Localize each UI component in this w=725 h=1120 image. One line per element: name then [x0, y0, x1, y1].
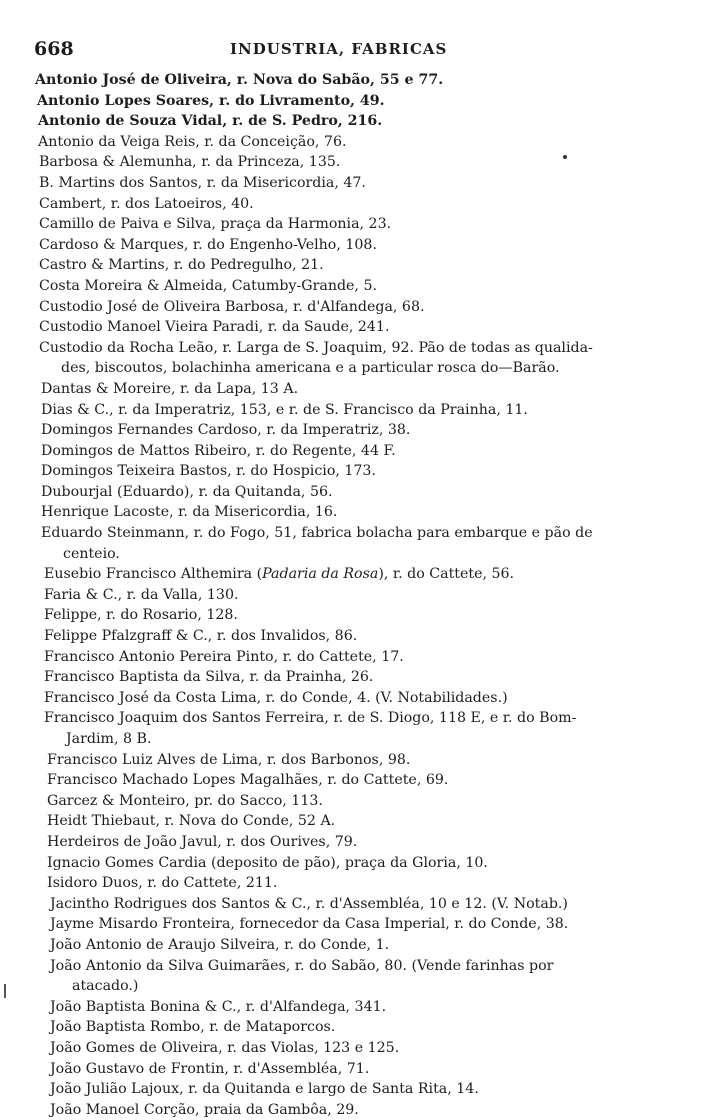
entry-line: Barbosa & Alemunha, r. da Princeza, 135. [39, 154, 341, 171]
directory-entry [35, 70, 725, 91]
entry-line: Francisco Joaquim dos Santos Ferreira, r. de S. Diogo, 118 E, e r. do Bom- [44, 710, 577, 727]
entry-line: Felippe Pfalzgraff & C., r. dos Invalidos, 86. [44, 628, 358, 645]
entry-line: Jacintho Rodrigues dos Santos & C., r. d'Assembléa, 10 e 12. (V. Notab.) [50, 895, 568, 912]
entry-line: Custodio da Rocha Leão, r. Larga de S. Joaquim, 92. Pão de todas as qualida- [39, 339, 593, 356]
entry-line: Felippe, r. do Rosario, 128. [44, 607, 238, 624]
entry-line: Dubourjal (Eduardo), r. da Quitanda, 56. [41, 483, 333, 500]
entry-line: Francisco Baptista da Silva, r. da Prainha, 26. [44, 669, 374, 686]
entry-line: Francisco José da Costa Lima, r. do Conde, 4. (V. Notabilidades.) [44, 689, 508, 706]
entry-line: Custodio Manoel Vieira Paradi, r. da Saude, 241. [39, 319, 390, 336]
directory-entry [50, 935, 725, 956]
entry-line: Cambert, r. dos Latoeiros, 40. [39, 195, 254, 212]
directory-entry [39, 317, 725, 338]
directory-entry [44, 585, 725, 606]
directory-entry [44, 688, 725, 709]
entry-line: Dantas & Moreire, r. da Lapa, 13 A. [41, 380, 299, 397]
directory-entry [50, 1038, 725, 1059]
entry-line: João Manoel Corção, praia da Gambôa, 29. [50, 1101, 359, 1118]
running-head: INDUSTRIA, FABRICAS [230, 40, 448, 58]
directory-entry [41, 502, 725, 523]
directory-entry [44, 647, 725, 668]
entry-line: Ignacio Gomes Cardia (deposito de pão), praça da Gloria, 10. [47, 854, 488, 871]
directory-entry [41, 441, 725, 462]
directory-entry [41, 523, 725, 564]
directory-entry [47, 811, 725, 832]
directory-entry [50, 894, 725, 915]
directory-entry [50, 1100, 725, 1120]
page-number: 668 [34, 38, 74, 60]
entry-line: Costa Moreira & Almeida, Catumby-Grande, 5. [39, 277, 377, 294]
entry-line: Antonio Lopes Soares, r. do Livramento, 49. [37, 92, 385, 109]
entry-line: Eusebio Francisco Althemira (Padaria da Rosa), r. do Cattete, 56. [44, 566, 515, 583]
entry-line: Domingos de Mattos Ribeiro, r. do Regente, 44 F. [41, 442, 396, 459]
directory-entry [50, 914, 725, 935]
directory-entry [47, 853, 725, 874]
directory-entry [50, 1079, 725, 1100]
entry-continuation-line: des, biscoutos, bolachinha americana e a particular rosca do—Barão. [61, 360, 560, 377]
directory-entry [39, 152, 725, 173]
entry-line: Eduardo Steinmann, r. do Fogo, 51, fabrica bolacha para embarque e pão de [41, 525, 593, 542]
directory-entry [38, 132, 725, 153]
directory-entry [41, 420, 725, 441]
italic-shop-name: Padaria da Rosa [262, 566, 379, 583]
directory-entry [38, 111, 725, 132]
ink-speck [563, 155, 567, 159]
directory-entry [39, 255, 725, 276]
entry-line: Camillo de Paiva e Silva, praça da Harmonia, 23. [39, 216, 392, 233]
entry-line: Heidt Thiebaut, r. Nova do Conde, 52 A. [47, 813, 336, 830]
page-header [30, 38, 690, 64]
entry-line: João Julião Lajoux, r. da Quitanda e largo de Santa Rita, 14. [50, 1081, 479, 1098]
entry-line: João Antonio de Araujo Silveira, r. do Conde, 1. [50, 936, 390, 953]
entry-line: Henrique Lacoste, r. da Misericordia, 16. [41, 504, 338, 521]
directory-entry [47, 832, 725, 853]
entry-line: Garcez & Monteiro, pr. do Sacco, 113. [47, 792, 323, 809]
entry-continuation-line: atacado.) [72, 978, 139, 995]
entry-line: João Gustavo de Frontin, r. d'Assembléa, 71. [50, 1060, 370, 1077]
entry-line: Antonio da Veiga Reis, r. da Conceição, 76. [38, 133, 347, 150]
directory-entry [50, 956, 725, 997]
entry-line: Faria & C., r. da Valla, 130. [44, 586, 239, 603]
directory-entry [50, 1059, 725, 1080]
directory-entry [44, 708, 725, 749]
entry-line: Custodio José de Oliveira Barbosa, r. d'Alfandega, 68. [39, 298, 425, 315]
directory-entry [47, 791, 725, 812]
directory-entry [47, 770, 725, 791]
directory-entry [47, 873, 725, 894]
directory-entry [41, 461, 725, 482]
entry-line: Domingos Teixeira Bastos, r. do Hospicio, 173. [41, 463, 376, 480]
entry-line: João Antonio da Silva Guimarães, r. do Sabão, 80. (Vende farinhas por [50, 957, 554, 974]
directory-entry [50, 1017, 725, 1038]
entry-line: Isidoro Duos, r. do Cattete, 211. [47, 875, 278, 892]
directory-entries [0, 70, 725, 1120]
entry-line: B. Martins dos Santos, r. da Misericordia, 47. [39, 174, 366, 191]
directory-entry [39, 214, 725, 235]
entry-line: Antonio de Souza Vidal, r. de S. Pedro, 216. [38, 113, 383, 130]
entry-line: Castro & Martins, r. do Pedregulho, 21. [39, 257, 324, 274]
entry-line: Francisco Luiz Alves de Lima, r. dos Barbonos, 98. [47, 751, 411, 768]
entry-line: Herdeiros de João Javul, r. dos Ourives, 79. [47, 833, 358, 850]
entry-line: Jayme Misardo Fronteira, fornecedor da Casa Imperial, r. do Conde, 38. [50, 916, 569, 933]
entry-continuation-line: Jardim, 8 B. [66, 731, 152, 747]
directory-entry [39, 173, 725, 194]
margin-mark [4, 984, 6, 998]
entry-line: João Baptista Rombo, r. de Mataporcos. [50, 1019, 336, 1036]
entry-line: João Baptista Bonina & C., r. d'Alfandega, 341. [50, 998, 387, 1015]
directory-entry [39, 235, 725, 256]
directory-entry [41, 482, 725, 503]
directory-entry [47, 750, 725, 771]
entry-line: Domingos Fernandes Cardoso, r. da Imperatriz, 38. [41, 422, 411, 439]
directory-entry [39, 194, 725, 215]
directory-entry [44, 605, 725, 626]
directory-entry [41, 400, 725, 421]
directory-entry [39, 297, 725, 318]
entry-line: Dias & C., r. da Imperatriz, 153, e r. de S. Francisco da Prainha, 11. [41, 401, 528, 418]
entry-line: Antonio José de Oliveira, r. Nova do Sabão, 55 e 77. [35, 72, 444, 88]
directory-entry [44, 564, 725, 585]
directory-entry [39, 338, 725, 379]
directory-entry [37, 91, 725, 112]
entry-line: Cardoso & Marques, r. do Engenho-Velho, 108. [39, 236, 377, 253]
directory-entry [44, 667, 725, 688]
entry-continuation-line: centeio. [63, 545, 120, 562]
directory-entry [50, 997, 725, 1018]
directory-entry [41, 379, 725, 400]
entry-line: Francisco Antonio Pereira Pinto, r. do Cattete, 17. [44, 648, 404, 665]
directory-entry [44, 626, 725, 647]
directory-entry [39, 276, 725, 297]
entry-line: João Gomes de Oliveira, r. das Violas, 123 e 125. [50, 1039, 400, 1056]
entry-line: Francisco Machado Lopes Magalhães, r. do Cattete, 69. [47, 772, 449, 789]
